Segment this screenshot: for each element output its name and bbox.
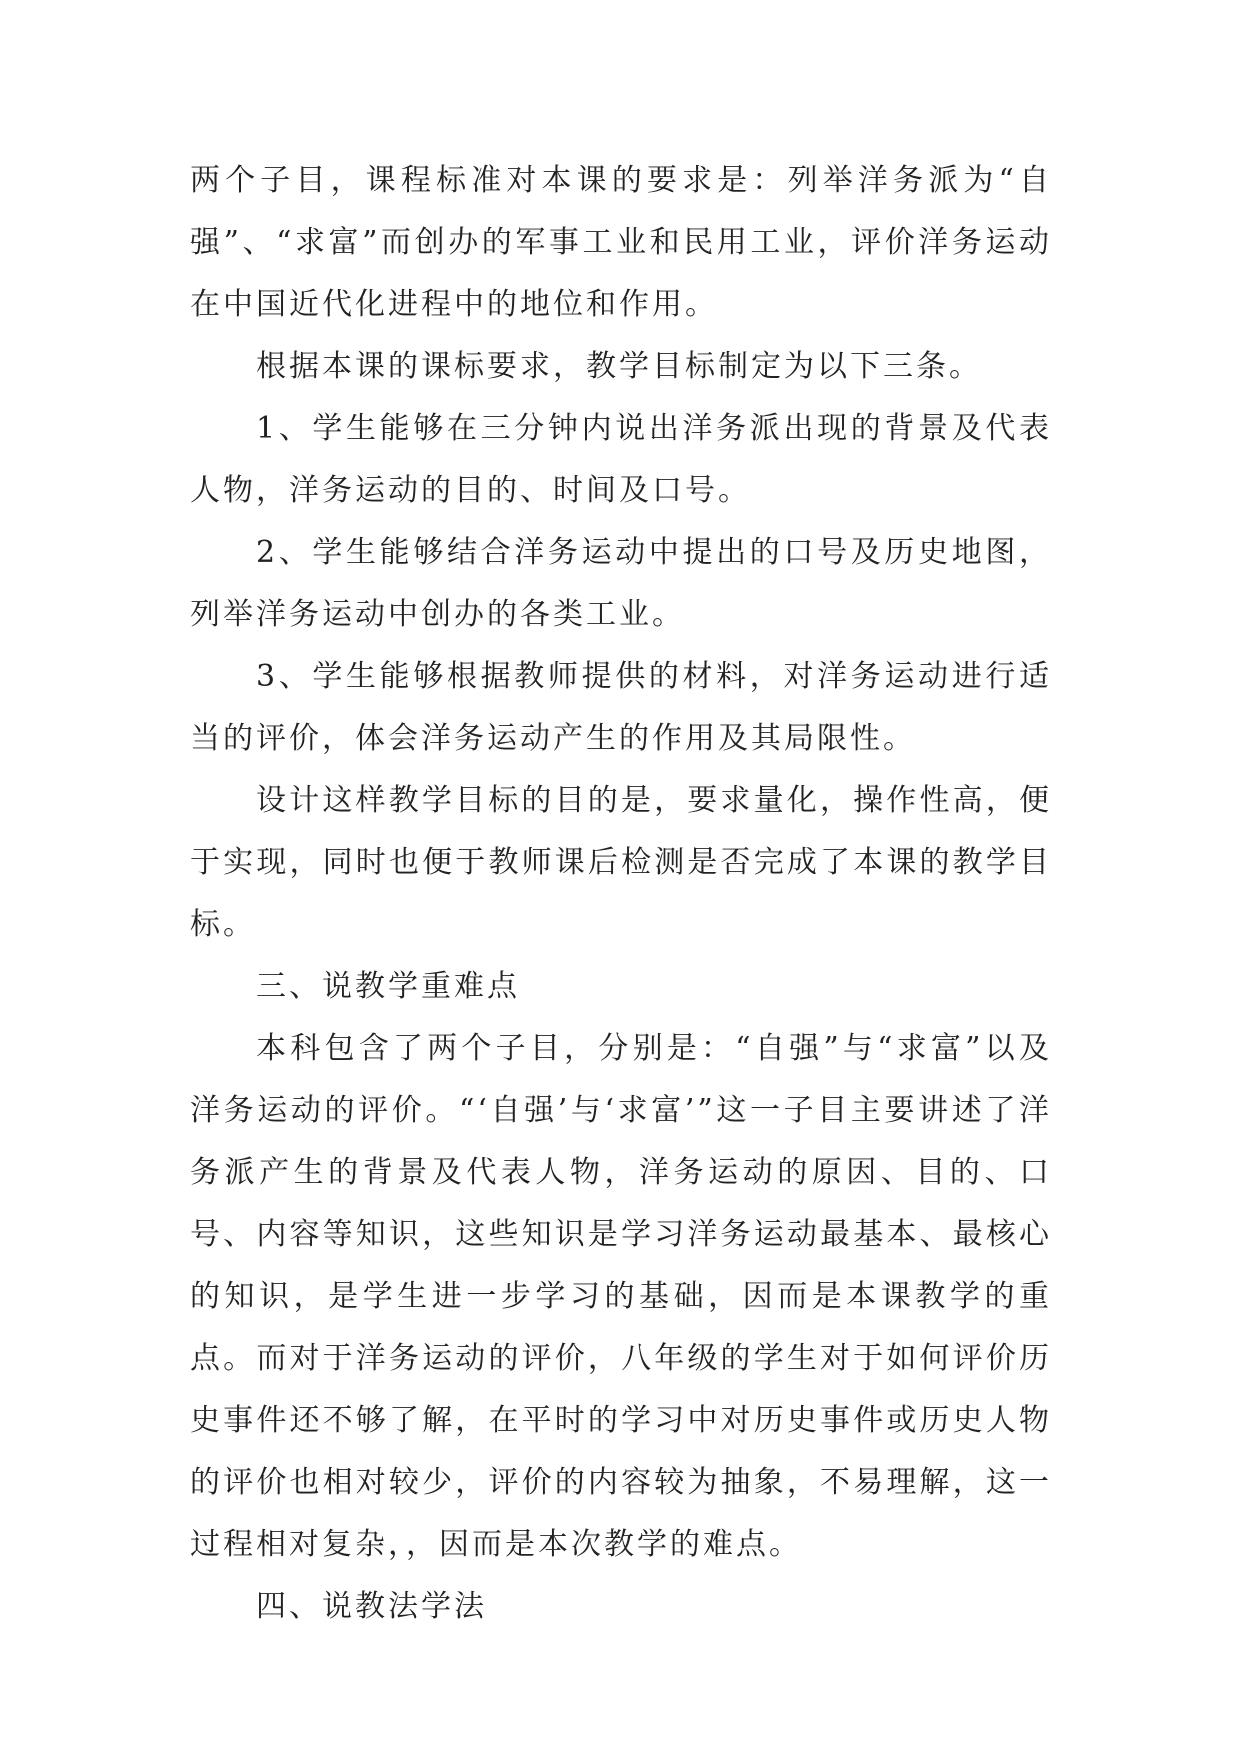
paragraph-objectives-intro: 根据本课的课标要求，教学目标制定为以下三条。 (256, 349, 982, 384)
paragraph-course-standard: 两个子目，课程标准对本课的要求是：列举洋务派为“自强”、“求富”而创办的军事工业和民用工业，评价洋务运动在中国近代化进程中的地位和作用。 (190, 163, 1052, 322)
paragraph-design-rationale: 设计这样教学目标的目的是，要求量化，操作性高，便于实现，同时也便于教师课后检测是否完成了本课的教学目标。 (190, 783, 1052, 942)
heading-teaching-methods: 四、说教法学法 (256, 1589, 487, 1624)
heading-key-difficulties: 三、说教学重难点 (256, 969, 520, 1004)
paragraph-objective-2: 2、学生能够结合洋务运动中提出的口号及历史地图，列举洋务运动中创办的各类工业。 (190, 535, 1052, 632)
document-body (190, 150, 1052, 1638)
paragraph-objective-3: 3、学生能够根据教师提供的材料，对洋务运动进行适当的评价，体会洋务运动产生的作用及其局限性。 (190, 659, 1052, 756)
paragraph-objective-1: 1、学生能够在三分钟内说出洋务派出现的背景及代表人物，洋务运动的目的、时间及口号。 (190, 411, 1052, 508)
paragraph-key-difficulties: 本科包含了两个子目，分别是：“自强”与“求富”以及洋务运动的评价。“‘自强’与‘求富’”这一子目主要讲述了洋务派产生的背景及代表人物，洋务运动的原因、目的、口号、内容等知识，这些知识是学习洋务运动最基本、最核心的知识，是学生进一步学习的基础，因而是本课教学的重点。而对于洋务运动的评价，八年级的学生对于如何评价历史事件还不够了解，在平时的学习中对历史事件或历史人物的评价也相对较少，评价的内容较为抽象，不易理解，这一过程相对复杂，，因而是本次教学的难点。 (190, 1031, 1052, 1562)
